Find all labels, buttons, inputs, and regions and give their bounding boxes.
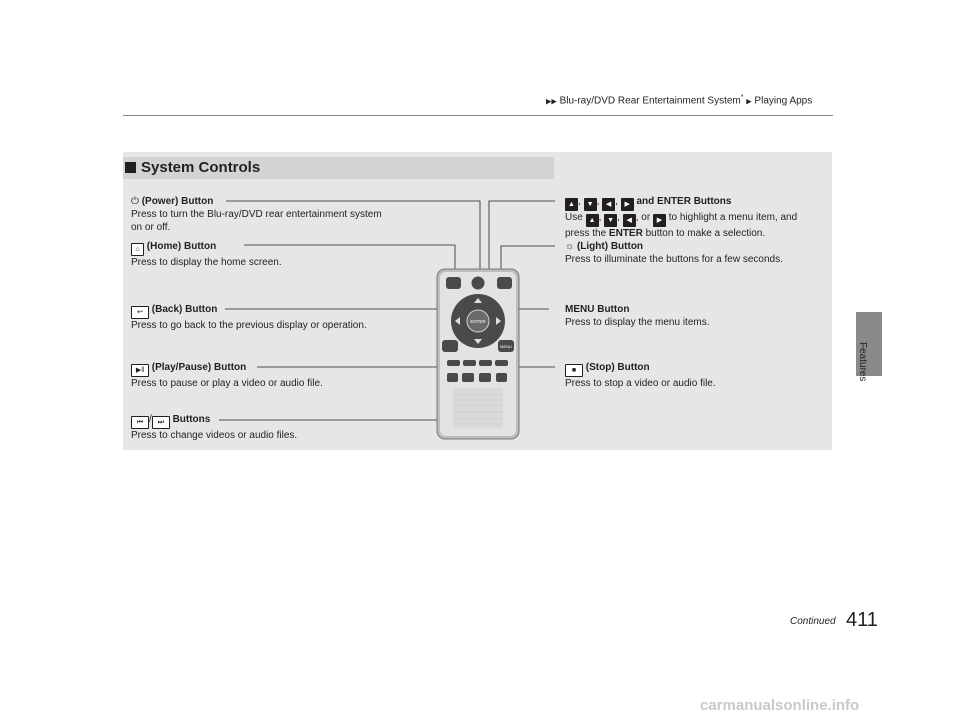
back-item [131,303,367,332]
remote-color-button[interactable] [447,360,460,366]
right-arrow-icon: ▶ [621,198,634,211]
remote-home-button[interactable] [446,277,461,289]
header-divider [123,115,833,116]
power-icon: ⏻ [131,196,139,207]
playpause-item [131,361,323,390]
menu-item [565,303,710,329]
back-icon: ↩ [131,306,149,319]
power-desc-1: Press to turn the Blu-ray/DVD rear entertainment system [131,209,382,220]
light-item [565,240,783,266]
arrows-desc-2b: ENTER [608,228,643,239]
arrows-use-text: Use [565,212,583,223]
home-item [131,240,282,269]
power-desc-2: on or off. [131,222,171,233]
remote-color-button[interactable] [479,360,492,366]
arrows-item: ▲ , ▼ , ◀ , ▶ and ENTER Buttons Use ▲ , ▼ , ◀ , or ▶ to highlight a menu item, and press the ENTER button to make a selection. [565,196,798,239]
breadcrumb-arrow-icon: ▶ [746,98,752,106]
remote-power-button[interactable] [472,277,485,290]
playpause-heading: (Play/Pause) Button [151,362,247,373]
remote-stop-button[interactable] [479,373,491,382]
down-arrow-icon: ▼ [584,198,597,211]
back-desc: Press to go back to the previous display or operation. [131,320,367,331]
stop-item [565,361,716,390]
remote-color-button[interactable] [463,360,476,366]
breadcrumb-item-apps[interactable]: Playing Apps [754,95,813,107]
left-arrow-icon: ◀ [602,198,615,211]
light-heading: (Light) Button [576,241,644,252]
remote-prev-button[interactable] [447,373,458,382]
continued-label: Continued [790,616,836,627]
arrows-desc-1: to highlight a menu item, and [668,212,798,223]
arrows-desc-2c: button to make a selection. [645,228,766,239]
breadcrumb-arrow-icon: ▶▶ [546,98,557,106]
watermark: carmanualsonline.info [700,697,860,714]
play-pause-icon: ▶‖ [131,364,149,377]
arrows-or-text: or [641,212,651,223]
page-number: 411 [846,609,878,631]
skip-heading: Buttons [172,414,211,425]
up-arrow-icon: ▲ [565,198,578,211]
stop-desc: Press to stop a video or audio file. [565,378,716,389]
stop-icon: ■ [565,364,583,377]
section-bullet-icon [125,162,136,173]
footnote-mark: * [740,94,744,101]
back-heading: (Back) Button [151,304,218,315]
breadcrumb [546,94,812,106]
home-icon: ⌂ [131,243,144,256]
remote-back-button[interactable] [442,340,458,352]
up-arrow-icon: ▲ [586,214,599,227]
breadcrumb-item-system[interactable]: Blu-ray/DVD Rear Entertainment System [559,95,741,107]
section-header [123,157,554,179]
skip-forward-icon: ⏭ [152,416,170,429]
skip-item: ⏮ / ⏭ Buttons Press to change videos or audio files. [131,414,298,441]
home-heading: (Home) Button [146,241,217,252]
arrows-heading: and ENTER Buttons [636,196,732,207]
down-arrow-icon: ▼ [604,214,617,227]
light-icon: ☼ [565,241,575,252]
remote-playpause-button[interactable] [462,373,474,382]
remote-light-button[interactable] [497,277,512,289]
right-arrow-icon: ▶ [653,214,666,227]
skip-back-icon: ⏮ [131,416,149,429]
menu-desc: Press to display the menu items. [565,317,710,328]
skip-desc: Press to change videos or audio files. [131,430,298,441]
remote-color-button[interactable] [495,360,508,366]
remote-next-button[interactable] [496,373,507,382]
arrows-desc-2a: press the [565,228,607,239]
left-arrow-icon: ◀ [623,214,636,227]
home-desc: Press to display the home screen. [131,257,282,268]
remote-enter-label: ENTER [470,319,486,324]
menu-heading: MENU Button [565,304,630,315]
remote-menu-label: MENU [500,344,512,349]
power-item [131,195,382,234]
section-title: System Controls [141,159,261,176]
light-desc: Press to illuminate the buttons for a few seconds. [565,254,783,265]
playpause-desc: Press to pause or play a video or audio file. [131,378,323,389]
power-heading: (Power) Button [141,196,214,207]
side-tab-label: Features [857,342,868,382]
stop-heading: (Stop) Button [585,362,650,373]
